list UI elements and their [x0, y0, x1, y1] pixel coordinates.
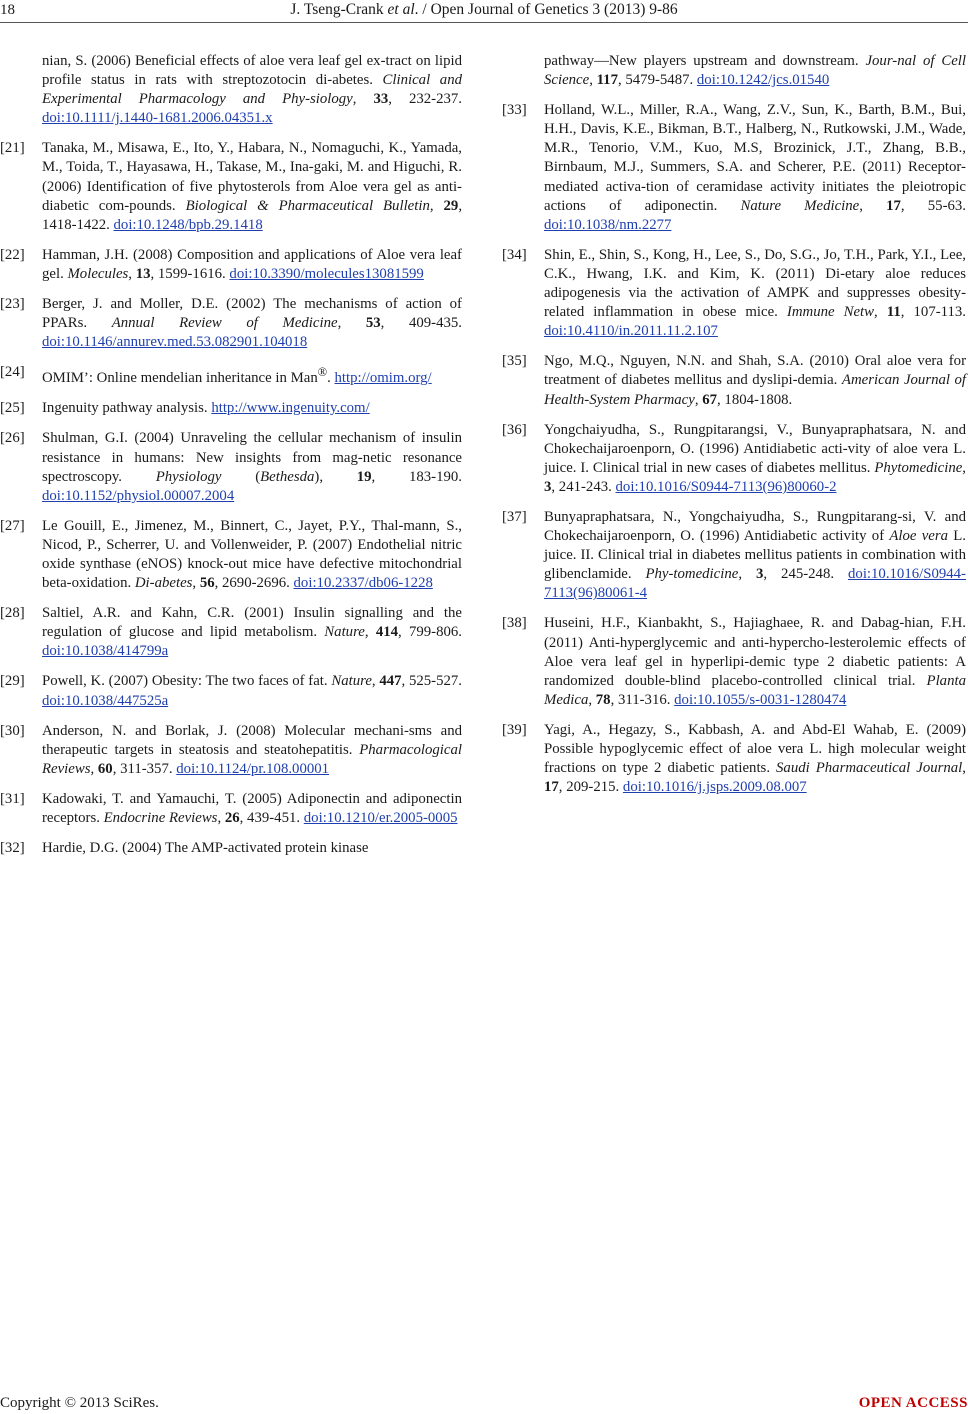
reference-volume: 13 [135, 265, 151, 282]
reference-text: Saltiel, A.R. and Kahn, C.R. (2001) Insulin signalling and the regulation of glucose and lipid metabolism. [42, 605, 462, 641]
reference-journal: Nature [324, 624, 365, 641]
reference-item [0, 839, 462, 858]
reference-doi-link[interactable]: doi:10.1124/pr.108.00001 [176, 760, 330, 777]
reference-doi-link[interactable]: doi:10.1038/nm.2277 [544, 216, 672, 233]
reference-doi-link[interactable]: doi:10.2337/db06-1228 [293, 575, 433, 592]
reference-separator: , [192, 575, 200, 592]
reference-column-left [0, 52, 463, 869]
reference-number: [25] [0, 400, 25, 417]
reference-text: Huseini, H.F., Kianbakht, S., Hajiaghaee, R. and Dabag-hian, F.H. (2011) Anti-hyperglycemic and anti-hypercho-lesterolemic effects of Aloe vera leaf gel in hyperlipi-demic type 2 diabetic patients: A randomized double-blind placebo-controlled clinical trial. [544, 615, 966, 689]
reference-pages: , 525-527. [401, 673, 462, 690]
reference-doi-link[interactable]: doi:10.1038/414799a [42, 643, 169, 660]
reference-text: Ngo, M.Q., Nguyen, N.N. and Shah, S.A. (2010) Oral aloe vera for treatment of diabetes mellitus and dyslipi-demia. [544, 353, 966, 389]
reference-journal: Phytomedicine [874, 459, 963, 476]
reference-doi-link[interactable]: doi:10.1038/447525a [42, 692, 169, 709]
reference-number: [34] [502, 246, 527, 263]
reference-doi-link[interactable]: doi:10.1152/physiol.00007.2004 [42, 487, 235, 504]
reference-number: [27] [0, 517, 25, 534]
reference-volume: 19 [356, 468, 372, 485]
reference-separator: , [738, 566, 756, 583]
reference-volume: 78 [595, 691, 611, 708]
reference-text: nian, S. (2006) Beneficial effects of aloe vera leaf gel ex-tract on lipid profile status in rats with streptozotocin di-abetes. [42, 53, 462, 89]
reference-separator: ® [317, 365, 328, 380]
reference-item [0, 722, 462, 779]
reference-separator: ), [314, 468, 357, 485]
reference-journal-secondary: Bethesda [260, 468, 315, 485]
reference-volume: 3 [755, 566, 764, 583]
reference-doi-link[interactable]: doi:10.1242/jcs.01540 [696, 72, 830, 89]
reference-item [544, 52, 966, 90]
reference-item [0, 604, 463, 661]
reference-text: Shin, E., Shin, S., Kong, H., Lee, S., Do, S.G., Jo, T.H., Park, Y.I., Lee, C.K., Hwang, I.K. and Kim, K. (2011) Di-etary aloe reduces adipogenesis via the activation of AMPK and suppresses obesity-related inflammation in obese mice. [544, 246, 966, 321]
reference-text: Hardie, D.G. (2004) The AMP-activated protein kinase [42, 840, 369, 857]
reference-item [502, 421, 966, 497]
reference-item [502, 246, 967, 341]
reference-text: Holland, W.L., Miller, R.A., Wang, Z.V., Sun, K., Barth, B.M., Bui, H.H., Davis, K.E., Bikman, B.T., Halberg, N., Rutkowski, J.M., Wade, M.R., Tenorio, V.M., Kuo, M.S, Brozinick, J.T., Zhang, B.B., Birnbaum, M.J., Summers, S.A. and Scherer, P.E. (2011) Receptor-mediated activa-tion of ceramidase activity initiates the pleiotropic actions of adiponectin. [544, 102, 966, 214]
reference-number: [23] [0, 296, 25, 313]
reference-separator: , [962, 459, 966, 476]
reference-journal: Jour-nal of Cell Science [544, 53, 966, 89]
reference-item [0, 429, 462, 505]
reference-separator: , [962, 760, 966, 777]
reference-number: [30] [0, 722, 25, 739]
reference-volume: 414 [375, 624, 399, 641]
header-rule [0, 22, 968, 23]
reference-doi-link[interactable]: doi:10.1016/S0944-7113(96)80060-2 [615, 478, 837, 495]
reference-doi-link[interactable]: doi:10.1146/annurev.med.53.082901.104018 [42, 334, 308, 351]
reference-doi-link[interactable]: doi:10.1248/bpb.29.1418 [113, 216, 263, 233]
reference-pages: , 241-243. [551, 478, 616, 495]
reference-pages: , 311-357. [112, 760, 177, 777]
reference-item [0, 517, 462, 593]
reference-volume: 447 [379, 673, 402, 690]
running-header-suffix: . / Open Journal of Genetics 3 (2013) 9-86 [414, 1, 678, 18]
reference-text: Le Gouill, E., Jimenez, M., Binnert, C., Jayet, P.Y., Thal-mann, S., Nicod, P., Scherrer, U. and Vollenweider, P. (2007) Endothelial nitric oxide synthase (eNOS) knock-out mice have defective mitochondrial beta-oxidation. [42, 517, 462, 592]
reference-volume: 56 [199, 575, 215, 592]
reference-doi-link[interactable]: doi:10.1016/j.jsps.2009.08.007 [622, 779, 807, 796]
reference-number: [22] [0, 246, 25, 263]
reference-number: [36] [502, 421, 527, 438]
reference-journal: Nature Medicine [740, 197, 860, 214]
reference-separator: , [589, 72, 597, 89]
reference-journal: American Journal of Health-System Pharmacy [544, 372, 967, 408]
reference-journal: Immune Netw [786, 304, 875, 321]
reference-text: Yongchaiyudha, S., Rungpitarangsi, V., Bunyapraphatsara, N. and Chokechaijaroenporn, O. (1996) Antidiabetic acti-vity of aloe vera L. juice. I. Clinical trial in new cases of diabetes mellitus. [544, 421, 966, 476]
reference-item [502, 721, 966, 797]
reference-journal: Clinical and Experimental Pharmacology and Phy-siology [42, 72, 462, 108]
reference-separator: , [90, 760, 98, 777]
reference-journal-secondary: Phy-tomedicine [645, 566, 739, 583]
reference-doi-link[interactable]: doi:10.1210/er.2005-0005 [303, 810, 458, 827]
reference-pages: , 107-113. [900, 304, 967, 321]
reference-number: [32] [0, 840, 25, 857]
reference-volume: 29 [443, 197, 459, 214]
reference-text: Ingenuity pathway analysis. [42, 400, 212, 417]
reference-number: [38] [502, 615, 527, 632]
reference-text: Yagi, A., Hegazy, S., Kabbash, A. and Abd-El Wahab, E. (2009) Possible hypoglycemic effect of aloe vera L. high molecular weight fractions on type 2 diabetic patients. [544, 721, 966, 777]
reference-doi-link[interactable]: doi:10.1111/j.1440-1681.2006.04351.x [42, 110, 273, 127]
reference-number: [37] [502, 508, 527, 525]
reference-journal: Pharmacological Reviews [42, 741, 462, 777]
reference-text: Tanaka, M., Misawa, E., Ito, Y., Habara, N., Nomaguchi, K., Yamada, M., Toida, T., Hayasawa, H., Takase, M., Ina-gaki, M. and Higuchi, R. (2006) Identification of five phytosterols from Aloe vera gel as anti-diabetic com-pounds. [42, 140, 462, 214]
reference-separator: , [217, 810, 225, 827]
reference-text: Powell, K. (2007) Obesity: The two faces of fat. [42, 673, 332, 690]
reference-number: [24] [0, 364, 25, 381]
reference-number: [33] [502, 102, 527, 119]
reference-separator: L. juice. II. Clinical trial in diabetes mellitus patients in combination with glibenclamide. [544, 528, 967, 583]
reference-volume: 60 [97, 760, 113, 777]
reference-text: Bunyapraphatsara, N., Yongchaiyudha, S., Rungpitarang-si, V. and Chokechaijaroenporn, O. (1996) Antidiabetic activity of [544, 508, 966, 545]
reference-separator: , [874, 304, 887, 321]
reference-pages: , 409-435. [380, 315, 462, 332]
reference-text: Kadowaki, T. and Yamauchi, T. (2005) Adiponectin and adiponectin receptors. [42, 790, 462, 827]
reference-item [502, 101, 966, 235]
reference-column-right [502, 52, 967, 808]
reference-number: [39] [502, 721, 527, 738]
reference-separator: , [337, 315, 366, 332]
reference-journal: Planta Medica [544, 672, 966, 708]
reference-doi-link[interactable]: doi:10.4110/in.2011.11.2.107 [544, 323, 718, 340]
reference-volume: 3 [544, 478, 552, 495]
reference-item [42, 52, 462, 128]
reference-separator: , [352, 91, 374, 108]
reference-item [0, 790, 462, 828]
reference-doi-link[interactable]: doi:10.1055/s-0031-1280474 [674, 691, 847, 708]
reference-item [0, 363, 462, 388]
reference-item [502, 508, 967, 603]
reference-volume: 117 [596, 72, 618, 89]
reference-pages: . [327, 370, 335, 387]
copyright-footer: Copyright © 2013 SciRes. [0, 1395, 159, 1411]
reference-pages: , 5479-5487. [617, 72, 697, 89]
reference-journal: Aloe vera [889, 528, 949, 545]
reference-number: [29] [0, 673, 25, 690]
reference-volume: 67 [702, 391, 718, 408]
reference-volume: 33 [373, 91, 389, 108]
reference-separator: , [371, 673, 380, 690]
reference-journal: Saudi Pharmaceutical Journal [776, 760, 963, 777]
reference-doi-link[interactable]: doi:10.3390/molecules13081599 [229, 265, 424, 282]
reference-separator: , [694, 391, 703, 408]
reference-item [0, 246, 462, 284]
reference-text: OMIM’: Online mendelian inheritance in Man [42, 370, 318, 387]
reference-separator: , [364, 624, 376, 641]
reference-pages: , 2690-2696. [214, 575, 294, 592]
reference-pages: , 311-316. [610, 691, 675, 708]
reference-journal: Molecules [67, 265, 129, 282]
reference-journal: Annual Review of Medicine [111, 315, 338, 332]
reference-journal: Biological & Pharmaceutical Bulletin [185, 197, 430, 214]
reference-number: [21] [0, 140, 25, 157]
page-number: 18 [0, 2, 15, 18]
reference-pages: , 1804-1808. [717, 391, 793, 408]
reference-text: Hamman, J.H. (2008) Composition and applications of Aloe vera leaf gel. [42, 246, 462, 282]
reference-number: [31] [0, 790, 25, 807]
reference-volume: 17 [886, 197, 901, 214]
reference-journal: Endocrine Reviews [103, 810, 218, 827]
reference-number: [35] [502, 353, 527, 370]
reference-volume: 26 [224, 810, 240, 827]
reference-item [0, 139, 463, 234]
reference-journal: Physiology [155, 468, 222, 485]
reference-pages: , 1418-1422. [42, 197, 463, 233]
reference-pages: , 439-451. [239, 810, 304, 827]
reference-separator: , [128, 265, 136, 282]
reference-separator: , [429, 197, 444, 214]
reference-journal: Di-abetes [134, 575, 193, 592]
reference-item [502, 352, 967, 409]
reference-doi-link[interactable]: http://www.ingenuity.com/ [211, 400, 370, 417]
reference-doi-link[interactable]: http://omim.org/ [334, 370, 432, 387]
reference-pages: , 183-190. [371, 468, 462, 485]
reference-number: [26] [0, 430, 25, 447]
reference-number: [28] [0, 605, 25, 622]
reference-pages: , 55-63. [900, 197, 966, 214]
reference-separator: , [588, 691, 596, 708]
reference-pages: , 1599-1616. [150, 265, 230, 282]
reference-volume: 53 [365, 315, 381, 332]
reference-text: Anderson, N. and Borlak, J. (2008) Molecular mechani-sms and therapeutic targets in steatosis and steatohepatitis. [42, 722, 462, 758]
reference-pages: , 245-248. [763, 566, 849, 583]
reference-separator: ( [221, 468, 261, 485]
reference-pages: , 209-215. [558, 779, 623, 796]
open-access-badge: OPEN ACCESS [858, 1395, 968, 1411]
running-header-prefix: J. Tseng-Crank [290, 1, 388, 18]
reference-doi-link[interactable]: doi:10.1016/S0944-7113(96)80061-4 [544, 566, 966, 602]
reference-pages: , 799-806. [398, 624, 463, 641]
reference-pages: , 232-237. [388, 91, 462, 108]
reference-item [0, 672, 462, 710]
reference-item [0, 295, 462, 352]
running-header-etal: et al [387, 1, 415, 18]
reference-text: pathway—New players upstream and downstream. [544, 53, 866, 69]
reference-text: Berger, J. and Moller, D.E. (2002) The mechanisms of action of PPARs. [42, 296, 462, 332]
reference-separator: , [859, 197, 887, 214]
reference-journal: Nature [331, 673, 372, 690]
reference-volume: 17 [544, 779, 559, 796]
reference-volume: 11 [886, 304, 901, 321]
reference-item [502, 614, 966, 709]
reference-text: Shulman, G.I. (2004) Unraveling the cellular mechanism of insulin resistance in humans: New insights from mag-netic resonance spectroscopy. [42, 430, 462, 485]
reference-item [0, 399, 462, 418]
running-header [0, 0, 968, 20]
